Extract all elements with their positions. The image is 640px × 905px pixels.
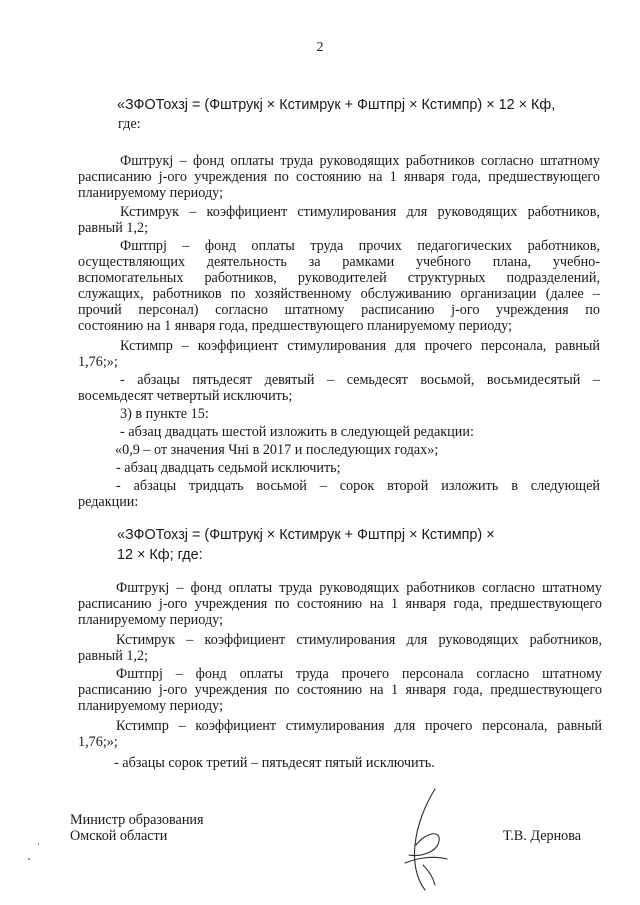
def1-line: Кстимпр – коэффициент стимулирования для прочего персонала, равный bbox=[120, 338, 600, 354]
def2-line: Кстимрук – коэффициент стимулирования для руководящих работников, bbox=[116, 632, 602, 648]
def2-line: 1,76;»; bbox=[78, 734, 118, 750]
def2-line: - абзацы сорок третий – пятьдесят пятый исключить. bbox=[114, 755, 435, 771]
def2-line: Фштпрj – фонд оплаты труда прочего персонала согласно штатному bbox=[116, 666, 602, 682]
def1-line: Кстимрук – коэффициент стимулирования для руководящих работников, bbox=[120, 204, 600, 220]
amend-line: - абзацы тридцать восьмой – сорок второй изложить в следующей bbox=[116, 478, 600, 494]
page-number: 2 bbox=[316, 40, 324, 55]
scan-speck bbox=[28, 858, 30, 860]
scan-speck bbox=[38, 843, 39, 845]
amend-line: «0,9 – от значения Чні в 2017 и последующих годах»; bbox=[115, 442, 439, 458]
def1-line: осуществляющих деятельность за рамками учебного плана, учебно- bbox=[78, 254, 600, 270]
def1-line: состоянию на 1 января года, предшествующего планируемому периоду; bbox=[78, 318, 512, 334]
def1-line: Фштпрj – фонд оплаты труда прочих педагогических работников, bbox=[120, 238, 600, 254]
formula-1-line-1: «ЗФОТохзj = (Фштрукj × Кстимрук + Фштпрj × Кстимпр) × 12 × Кф, bbox=[117, 97, 556, 113]
amend-line: восемьдесят четвертый исключить; bbox=[78, 388, 293, 404]
def1-line: расписанию j-ого учреждения по состоянию на 1 января года, предшествующего bbox=[78, 169, 600, 185]
amend-line: 3) в пункте 15: bbox=[120, 406, 209, 422]
def2-line: Фштрукj – фонд оплаты труда руководящих работников согласно штатному bbox=[116, 580, 602, 596]
formula-2-line-2: 12 × Кф; где: bbox=[117, 547, 203, 563]
def1-line: 1,76;»; bbox=[78, 354, 118, 370]
def2-line: расписанию j-ого учреждения по состоянию на 1 января года, предшествующего bbox=[78, 596, 602, 612]
def2-line: Кстимпр – коэффициент стимулирования для прочего персонала, равный bbox=[116, 718, 602, 734]
signatory-position-line-1: Министр образования bbox=[70, 812, 204, 828]
signatory-position-line-2: Омской области bbox=[70, 828, 168, 844]
formula-2-line-1: «ЗФОТохзj = (Фштрукj × Кстимрук + Фштпрj × Кстимпр) × bbox=[117, 527, 495, 543]
def1-line: прочий персонал) согласно штатному расписанию j-ого учреждения по bbox=[78, 302, 600, 318]
def1-line: Фштрукj – фонд оплаты труда руководящих работников согласно штатному bbox=[120, 153, 600, 169]
signatory-name: Т.В. Дернова bbox=[503, 828, 582, 844]
def2-line: равный 1,2; bbox=[78, 648, 149, 664]
amend-line: - абзац двадцать седьмой исключить; bbox=[116, 460, 341, 476]
amend-line: - абзацы пятьдесят девятый – семьдесят восьмой, восьмидесятый – bbox=[120, 372, 600, 388]
def1-line: служащих, работников по хозяйственному обслуживанию организации (далее – bbox=[78, 286, 600, 302]
amend-line: - абзац двадцать шестой изложить в следующей редакции: bbox=[120, 424, 474, 440]
def2-line: планируемому периоду; bbox=[78, 612, 224, 628]
def2-line: расписанию j-ого учреждения по состоянию на 1 января года, предшествующего bbox=[78, 682, 602, 698]
def1-line: равный 1,2; bbox=[78, 220, 149, 236]
def1-line: вспомогательных работников, руководителей структурных подразделений, bbox=[78, 270, 600, 286]
formula-1-line-2: где: bbox=[118, 116, 141, 132]
handwritten-signature bbox=[395, 785, 455, 895]
amend-line: редакции: bbox=[78, 494, 139, 510]
def2-line: планируемому периоду; bbox=[78, 698, 224, 714]
def1-line: планируемому периоду; bbox=[78, 185, 224, 201]
